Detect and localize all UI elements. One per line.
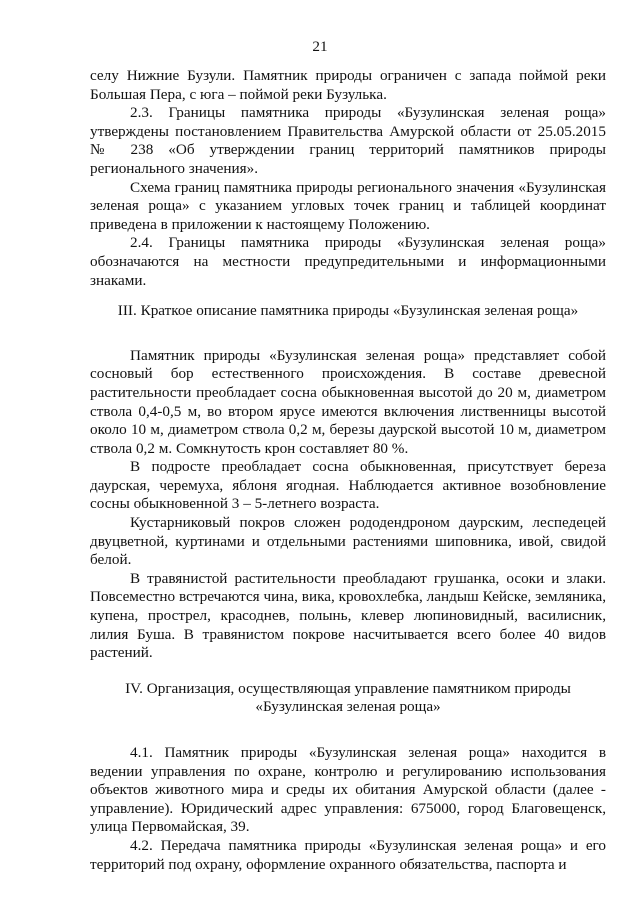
- page-number: 21: [312, 38, 328, 55]
- section-3-heading: III. Краткое описание памятника природы «Бузулинская зеленая роща»: [117, 302, 579, 320]
- paragraph-pine-forest: Памятник природы «Бузулинская зеленая роща» представляет собой сосновый бор естественного происхождения. В составе древесной растительности преобладает сосна обыкновенная высотой до 20 м, диаметром ствола 0,4-0,5 м, во втором ярусе имеются включения лиственницы высотой около 10 м, диаметром ствола 0,2 м, березы даурской высотой 10 м, диаметром ствола 0,2 м. Сомкнутость крон составляет 80 %.: [90, 346, 606, 457]
- paragraph-shrubs: Кустарниковый покров сложен рододендроном даурским, леспедецей двуцветной, куртинами и отдельными растениями шиповника, ивой, свидой белой.: [90, 514, 606, 569]
- paragraph-2-4: 2.4. Границы памятника природы «Бузулинская зеленая роща» обозначаются на местности предупредительными и информационными знаками.: [90, 234, 606, 289]
- paragraph-boundary-continuation: селу Нижние Бузули. Памятник природы ограничен с запада поймой реки Большая Пера, с юга – поймой реки Бузулька.: [90, 67, 606, 103]
- paragraph-4-1: 4.1. Памятник природы «Бузулинская зеленая роща» находится в ведении управления по охране, контролю и регулированию использования объектов животного мира и среды их обитания Амурской области (далее - управление). Юридический адрес управления: 675000, город Благовещенск, улица Первомайская, 39.: [90, 744, 606, 836]
- paragraph-undergrowth: В подросте преобладает сосна обыкновенная, присутствует береза даурская, черемуха, яблоня ягодная. Наблюдается активное возобновление сосны обыкновенной 3 – 5-летнего возраста.: [90, 458, 606, 513]
- section-4-heading: [90, 680, 606, 717]
- paragraph-2-3: 2.3. Границы памятника природы «Бузулинская зеленая роща» утверждены постановлением Правительства Амурской области от 25.05.2015 № 238 «Об утверждении границ территорий памятников природы регионального значения».: [90, 104, 606, 177]
- section-4-heading-line2: «Бузулинская зеленая роща»: [255, 698, 441, 716]
- paragraph-4-2: 4.2. Передача памятника природы «Бузулинская зеленая роща» и его территорий под охрану, оформление охранного обязательства, паспорта и: [90, 836, 606, 873]
- section-4-heading-line1: IV. Организация, осуществляющая управление памятником природы: [125, 679, 571, 697]
- paragraph-boundary-scheme: Схема границ памятника природы регионального значения «Бузулинская зеленая роща» с указанием угловых точек границ и таблицей координат приведена в приложении к настоящему Положению.: [90, 178, 606, 233]
- page-body: [90, 67, 606, 874]
- paragraph-herbs: В травянистой растительности преобладают грушанка, осоки и злаки. Повсеместно встречаются чина, вика, кровохлебка, ландыш Кейске, земляника, купена, прострел, красоднев, полынь, клевер люпиновидный, василисник, лилия Буша. В травянистом покрове насчитывается всего более 40 видов растений.: [90, 569, 606, 662]
